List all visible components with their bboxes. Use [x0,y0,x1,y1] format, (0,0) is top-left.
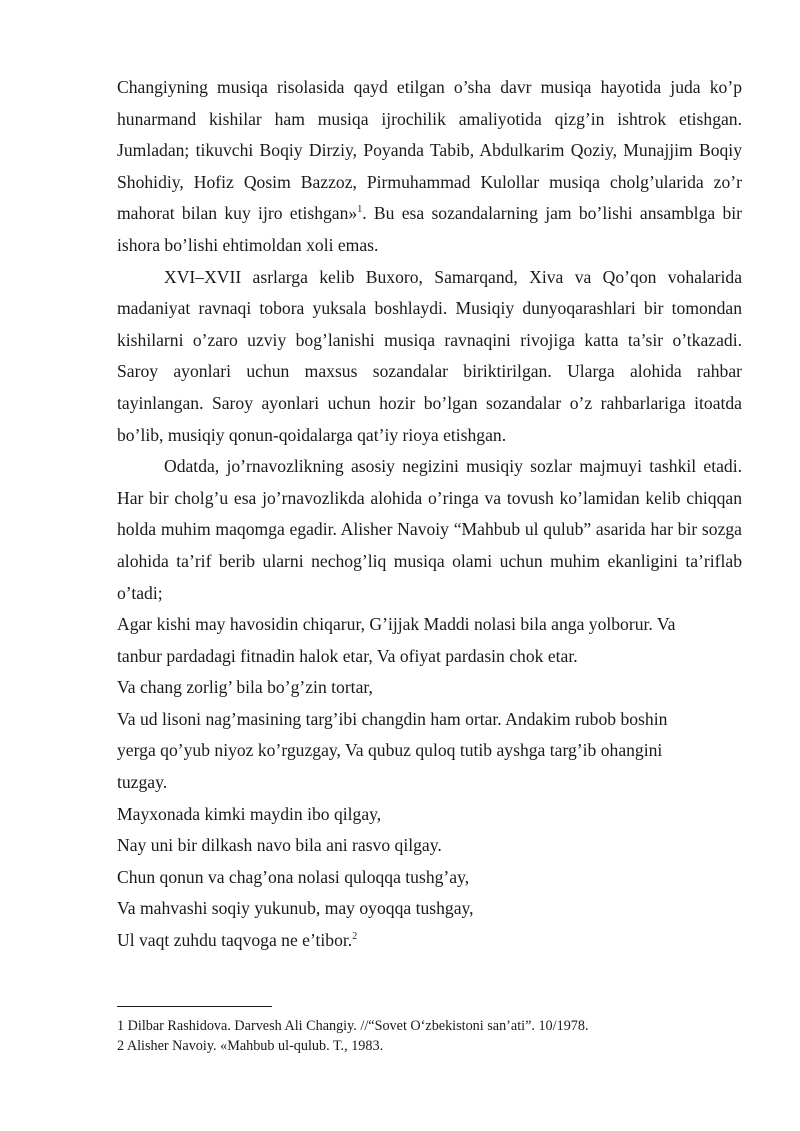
quote-line: Chun qonun va chag’ona nolasi quloqqa tushg’ay, [117,866,470,887]
quote-line: tanbur pardadagi fitnadin halok etar, Va ofiyat pardasin chok etar. [117,645,578,666]
quote-line: Nay uni bir dilkash navo bila ani rasvo qilgay. [117,835,442,856]
poetry-quote [117,609,742,957]
quote-line: yerga qo’yub niyoz ko’rguzgay, Va qubuz quloq tutib ayshga targ’ib ohangini [117,740,663,761]
footnote-ref-2[interactable]: 2 [352,931,358,943]
quote-line: Agar kishi may havosidin chiqarur, G’ijjak Maddi nolasi bila anga yolborur. Va [117,614,676,635]
quote-line: Va chang zorlig’ bila bo’g’zin tortar, [117,677,373,698]
footnotes [117,1016,742,1056]
paragraph-1-text: Changiyning musiqa risolasida qayd etilgan o’sha davr musiqa hayotida juda ko’p hunarmand kishilar ham musiqa ijrochilik amaliyotida qizg’in ishtrok etishgan. Jumladan; tikuvchi Boqiy Dirziy, Poyanda Tabib, Abdulkarim Qoziy, Munajjim Boqiy Shohidiy, Hofiz Qosim Bazzoz, Pirmuhammad Kulollar musiqa cholg’ularida zo’r mahorat bilan kuy ijro etishgan» [117,77,742,224]
quote-line-last [117,925,742,957]
paragraph-1 [117,72,742,262]
footnote-2: 2 Alisher Navoiy. «Mahbub ul-qulub. T., 1983. [117,1038,384,1054]
paragraph-2: XVI–XVII asrlarga kelib Buxoro, Samarqand, Xiva va Qo’qon vohalarida madaniyat ravnaqi tobora yuksala boshlaydi. Musiqiy dunyoqarashlari bir tomondan kishilarni o’zaro uzviy bog’lanishi musiqa ravnaqini rivojiga katta ta’sir o’tkazadi. Saroy ayonlari uchun maxsus sozandalar biriktirilgan. Ularga alohida rahbar tayinlangan. Saroy ayonlari uchun hozir bo’lgan sozandalar o’z rahbarlariga itoatda bo’lib, musiqiy qonun-qoidalarga qat’iy rioya etishgan. [117,266,742,445]
page-body [117,72,742,957]
footnote-ref-1[interactable]: 1 [357,204,363,216]
footnote-separator [117,1006,272,1007]
quote-line: Mayxonada kimki maydin ibo qilgay, [117,803,382,824]
quote-line: tuzgay. [117,772,168,793]
quote-line: Va ud lisoni nag’masining targ’ibi changdin ham ortar. Andakim rubob boshin [117,708,668,729]
quote-line-text: Ul vaqt zuhdu taqvoga ne e’tibor. [117,930,353,951]
paragraph-3: Odatda, jo’rnavozlikning asosiy negizini musiqiy sozlar majmuyi tashkil etadi. Har bir cholg’u esa jo’rnavozlikda alohida o’ringa va tovush ko’lamidan kelib chiqqan holda muhim maqomga egadir. Alisher Navoiy “Mahbub ul qulub” asarida har bir sozga alohida ta’rif berib ularni nechog’liq musiqa olami uchun muhim ekanligini ta’riflab o’tadi; [117,456,742,603]
paragraph-1-tail: . Bu esa sozandalarning jam bo’lishi ansamblga bir ishora bo’lishi ehtimoldan xoli emas. [117,203,742,255]
quote-line: Va mahvashi soqiy yukunub, may oyoqqa tushgay, [117,898,474,919]
footnote-1: 1 Dilbar Rashidova. Darvesh Ali Changiy. //“Sovet O‘zbekistoni san’ati”. 10/1978. [117,1018,589,1034]
